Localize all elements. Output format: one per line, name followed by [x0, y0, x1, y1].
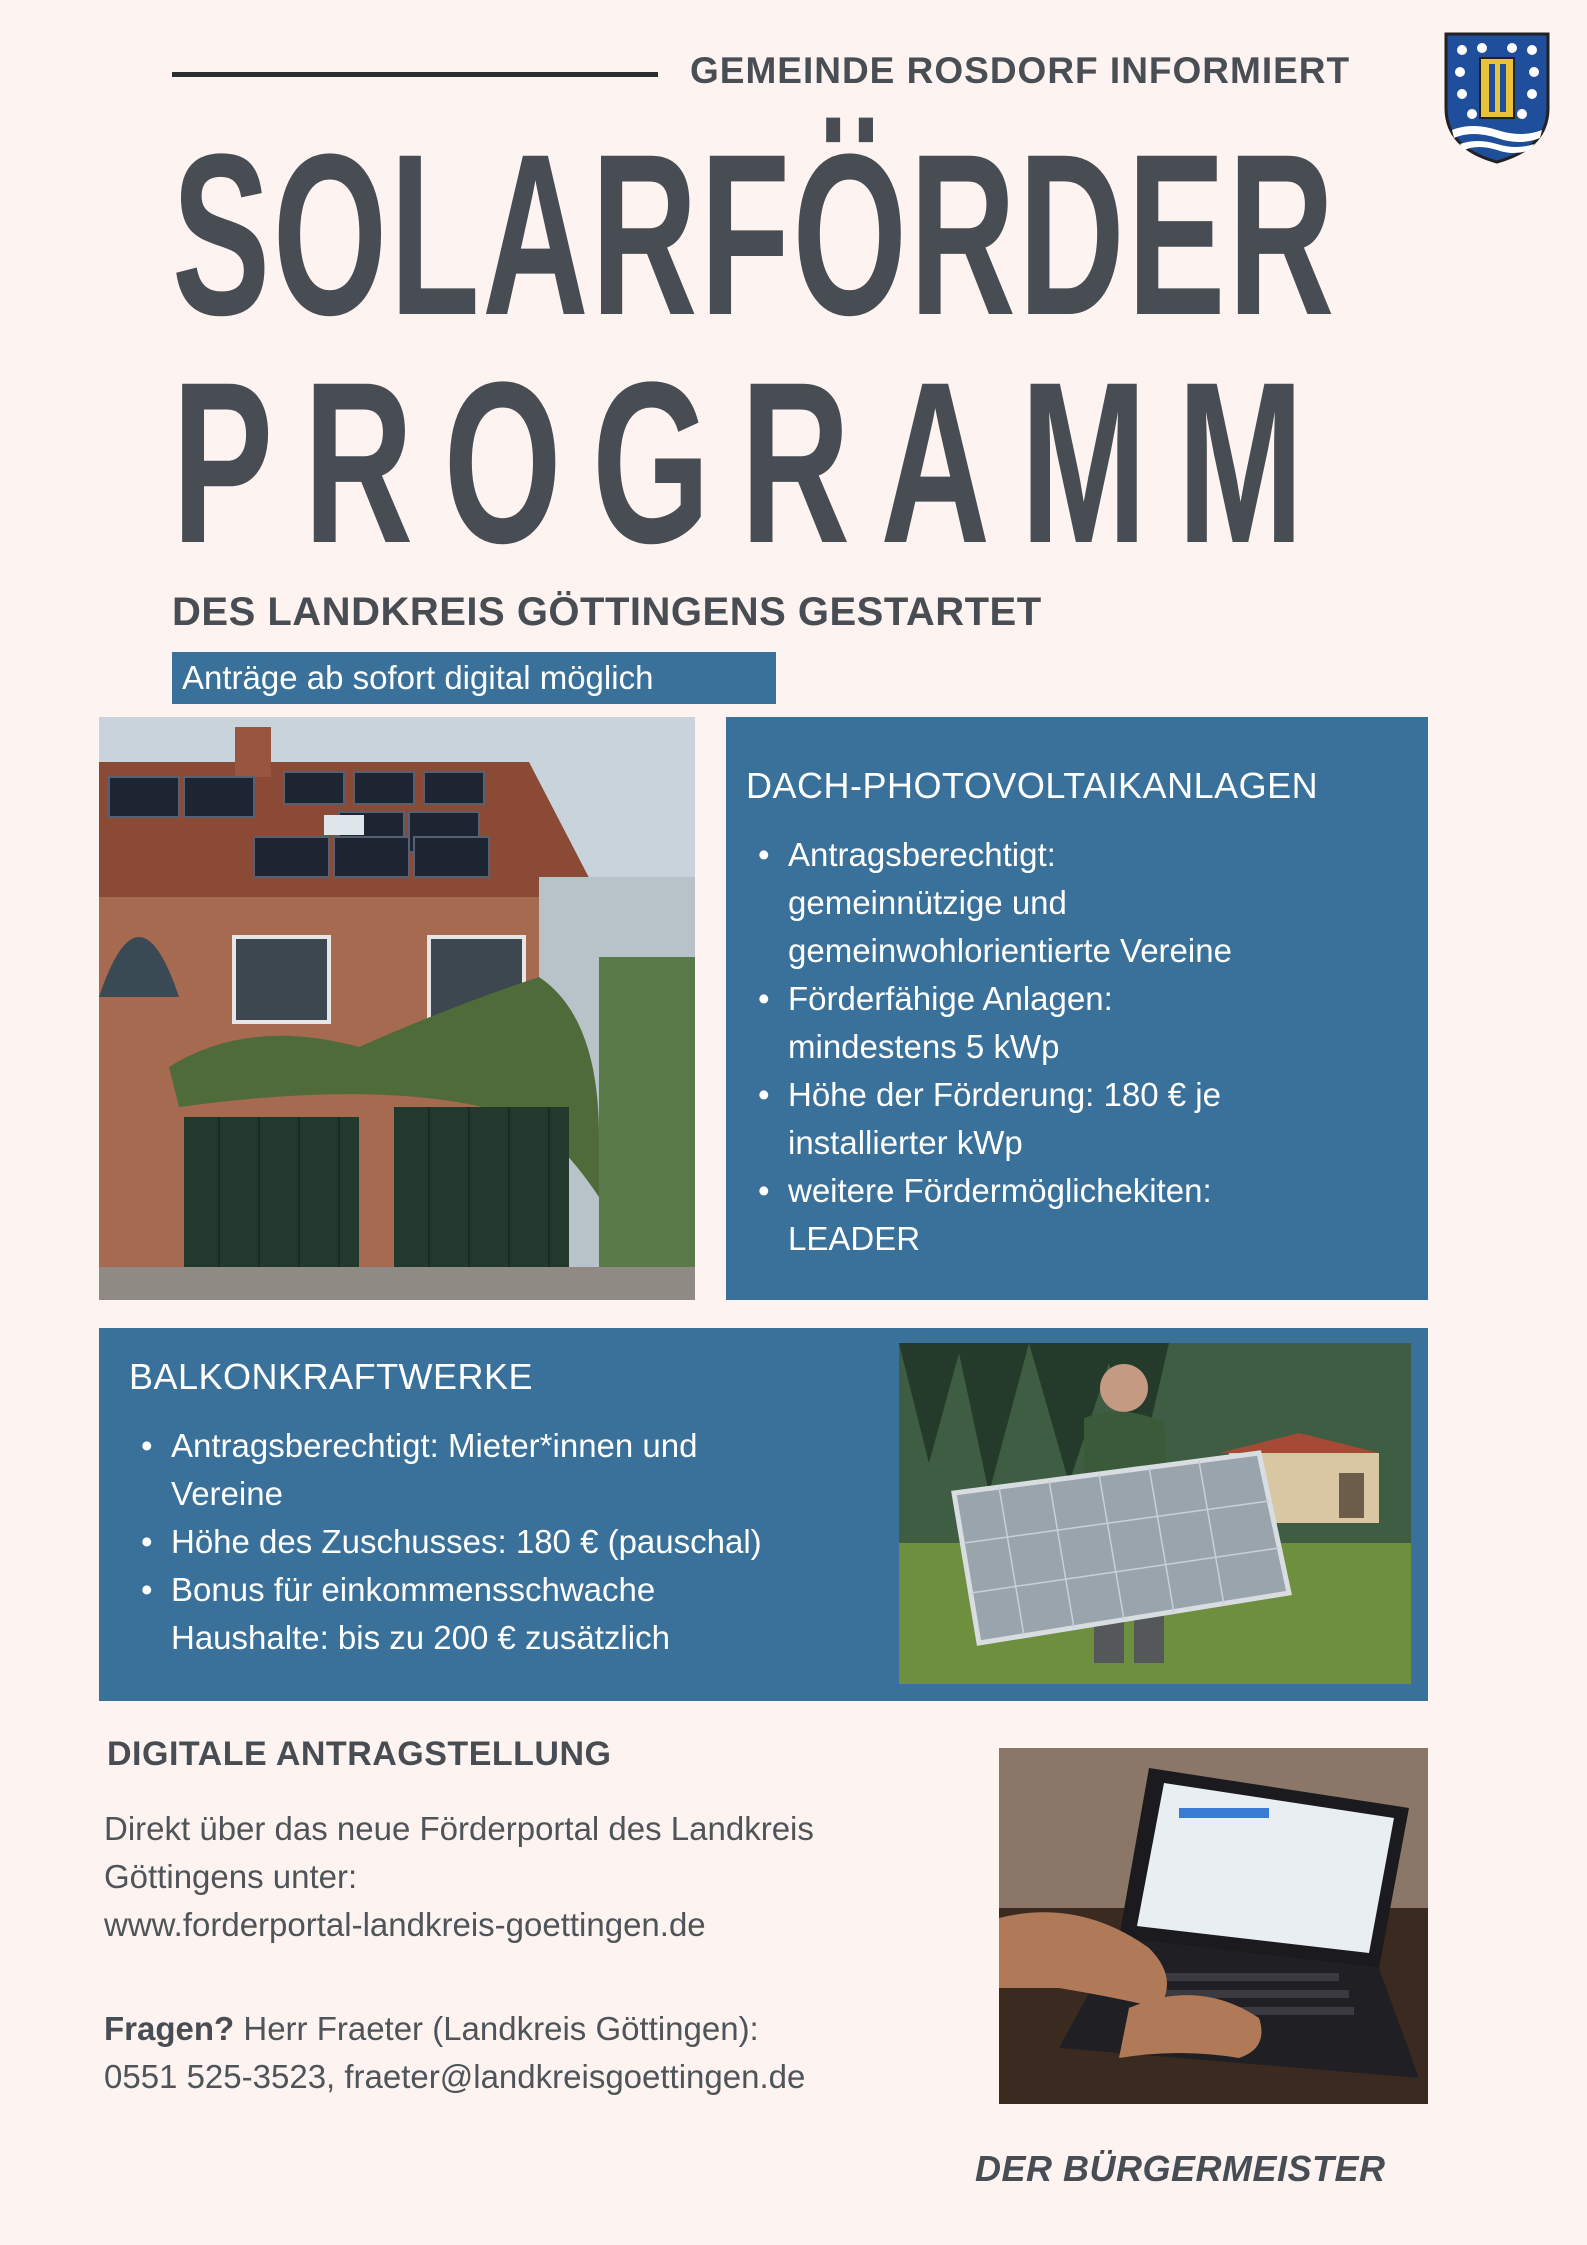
balkon-panel-title: BALKONKRAFTWERKE: [129, 1356, 534, 1397]
subtitle: DES LANDKREIS GÖTTINGENS GESTARTET: [172, 590, 1042, 634]
list-item: • Höhe der Förderung: 180 € je installierter kWp: [758, 1076, 1221, 1161]
title-line-2: PROGRAMM: [172, 334, 1335, 591]
pv-list: [746, 831, 1428, 1263]
digital-badge: Anträge ab sofort digital möglich: [172, 652, 776, 704]
municipal-crest-icon: [1442, 30, 1552, 166]
antrag-body: Direkt über das neue Förderportal des Landkreis Göttingens unter: www.forderportal-landkreis-goettingen.de: [104, 1810, 814, 1943]
signature: DER BÜRGERMEISTER: [975, 2148, 1386, 2189]
pv-info-panel: [726, 717, 1428, 1300]
header-rule: [172, 72, 658, 77]
contact-block: [104, 2005, 805, 2101]
header-kicker: GEMEINDE ROSDORF INFORMIERT: [690, 50, 1351, 91]
contact-line: 0551 525-3523, fraeter@landkreisgoettingen.de: [104, 2058, 806, 2095]
list-item: • Förderfähige Anlagen: mindestens 5 kWp: [758, 980, 1113, 1065]
list-item: • Bonus für einkommensschwache Haushalte: bis zu 200 € zusätzlich: [141, 1571, 670, 1656]
list-item: • Antragsberechtigt: Mieter*innen und Vereine: [141, 1427, 698, 1512]
list-item: • weitere Fördermöglichekiten: LEADER: [758, 1172, 1212, 1257]
house-photo: [99, 717, 695, 1300]
list-item: • Antragsberechtigt: gemeinnützige und gemeinwohlorientierte Vereine: [758, 836, 1232, 969]
list-item: • Höhe des Zuschusses: 180 € (pauschal): [141, 1523, 762, 1560]
balcony-solar-photo: [899, 1343, 1411, 1684]
laptop-photo: [999, 1748, 1428, 2104]
questions-label: Fragen?: [104, 2010, 235, 2047]
antrag-heading: DIGITALE ANTRAGSTELLUNG: [107, 1735, 612, 1773]
questions-text: Herr Fraeter (Landkreis Göttingen):: [234, 2010, 759, 2047]
pv-panel-title: DACH-PHOTOVOLTAIKANLAGEN: [746, 765, 1319, 806]
title-line-1: SOLARFÖRDER: [172, 106, 1337, 363]
